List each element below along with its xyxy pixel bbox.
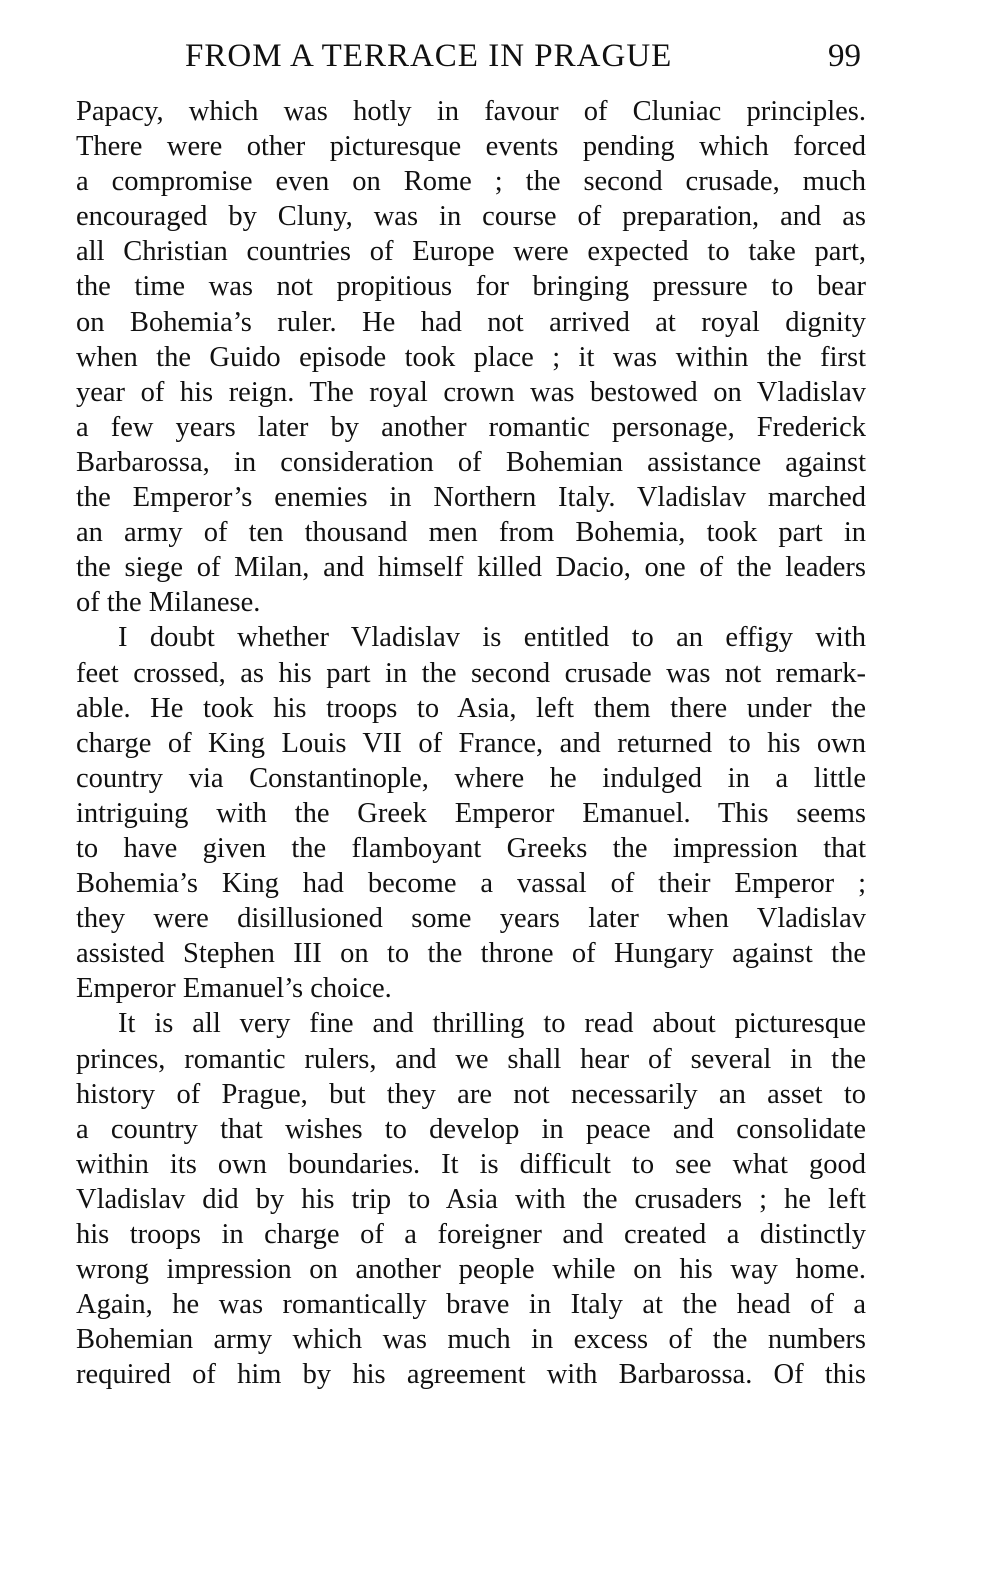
text-line: Vladislav did by his trip to Asia with the crusaders ; he left [76, 1183, 866, 1215]
page-header [0, 38, 1000, 78]
text-line: I doubt whether Vladislav is entitled to an effigy with [118, 622, 866, 654]
text-line: the time was not propitious for bringing pressure to bear [76, 271, 866, 303]
text-line: encouraged by Cluny, was in course of preparation, and as [76, 201, 866, 233]
text-line: year of his reign. The royal crown was bestowed on Vladislav [76, 376, 866, 408]
text-line: the Emperor’s enemies in Northern Italy. Vladislav marched [76, 482, 866, 514]
text-line: wrong impression on another people while on his way home. [76, 1254, 866, 1286]
text-line: Papacy, which was hotly in favour of Cluniac principles. [76, 96, 866, 127]
text-line: all Christian countries of Europe were expected to take part, [76, 236, 866, 268]
text-line: Again, he was romantically brave in Italy at the head of a [76, 1289, 866, 1321]
running-title: FROM A TERRACE IN PRAGUE [185, 38, 673, 74]
text-line: they were disillusioned some years later when Vladislav [76, 903, 866, 935]
page-number: 99 [828, 38, 861, 74]
text-line: intriguing with the Greek Emperor Emanuel. This seems [76, 797, 866, 829]
text-line: an army of ten thousand men from Bohemia, took part in [76, 517, 866, 549]
text-line: able. He took his troops to Asia, left them there under the [76, 692, 866, 724]
text-line: the siege of Milan, and himself killed Dacio, one of the leaders [76, 552, 866, 584]
text-line: within its own boundaries. It is difficult to see what good [76, 1148, 866, 1180]
text-line: feet crossed, as his part in the second crusade was not remark- [76, 657, 866, 689]
text-line: a country that wishes to develop in peace and consolidate [76, 1113, 866, 1145]
text-line: princes, romantic rulers, and we shall hear of several in the [76, 1043, 866, 1075]
text-line: country via Constantinople, where he indulged in a little [76, 762, 866, 794]
body-text [76, 94, 866, 1392]
text-line: history of Prague, but they are not necessarily an asset to [76, 1078, 866, 1110]
text-line: his troops in charge of a foreigner and created a distinctly [76, 1219, 866, 1250]
text-line: It is all very fine and thrilling to read about picturesque [118, 1008, 866, 1040]
text-line: to have given the flamboyant Greeks the impression that [76, 832, 866, 864]
text-line: when the Guido episode took place ; it was within the first [76, 341, 866, 373]
text-line: of the Milanese. [76, 587, 261, 619]
text-line: Bohemia’s King had become a vassal of their Emperor ; [76, 868, 866, 900]
text-line: required of him by his agreement with Barbarossa. Of this [76, 1359, 866, 1391]
text-line: There were other picturesque events pending which forced [76, 131, 866, 163]
text-line: Emperor Emanuel’s choice. [76, 973, 392, 1005]
text-line: Barbarossa, in consideration of Bohemian assistance against [76, 446, 866, 478]
text-line: charge of King Louis VII of France, and returned to his own [76, 727, 866, 759]
text-line: assisted Stephen III on to the throne of Hungary against the [76, 938, 866, 970]
text-line: a compromise even on Rome ; the second crusade, much [76, 166, 866, 198]
text-line: a few years later by another romantic personage, Frederick [76, 411, 866, 443]
text-line: Bohemian army which was much in excess of the numbers [76, 1324, 866, 1356]
text-line: on Bohemia’s ruler. He had not arrived at royal dignity [76, 306, 866, 338]
